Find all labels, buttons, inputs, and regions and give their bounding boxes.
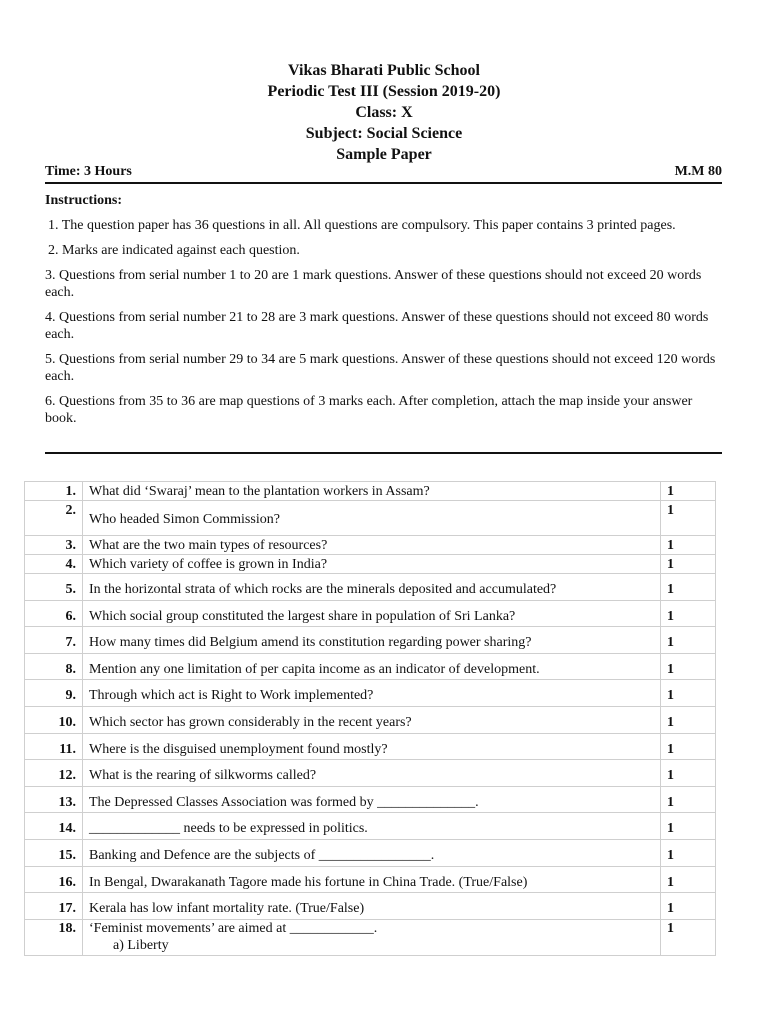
- instructions-list: [45, 217, 725, 435]
- question-marks: 1: [661, 786, 716, 813]
- question-text: Where is the disguised unemployment found mostly?: [83, 733, 661, 760]
- question-marks: 1: [661, 501, 716, 536]
- question-marks: 1: [661, 893, 716, 920]
- instruction-item: 6. Questions from 35 to 36 are map questions of 3 marks each. After completion, attach the map inside your answer book.: [45, 394, 693, 426]
- table-row: [25, 866, 716, 893]
- table-row: [25, 813, 716, 840]
- table-row: [25, 760, 716, 787]
- instruction-item: 1. The question paper has 36 questions in all. All questions are compulsory. This paper contains 3 printed pages.: [48, 218, 676, 233]
- question-text: In the horizontal strata of which rocks are the minerals deposited and accumulated?: [83, 574, 661, 601]
- question-marks: 1: [661, 706, 716, 733]
- question-number: 9.: [25, 680, 83, 707]
- table-row: [25, 574, 716, 601]
- question-number: 11.: [25, 733, 83, 760]
- question-marks: 1: [661, 813, 716, 840]
- table-row: [25, 893, 716, 920]
- question-text-cell: [83, 919, 661, 955]
- divider-top: [45, 182, 722, 184]
- question-text: Banking and Defence are the subjects of ________________.: [83, 839, 661, 866]
- question-marks: 1: [661, 574, 716, 601]
- question-number: 18.: [25, 919, 83, 955]
- question-number: 8.: [25, 653, 83, 680]
- question-marks: 1: [661, 733, 716, 760]
- paper-header: [0, 60, 768, 165]
- question-text: Kerala has low infant mortality rate. (True/False): [83, 893, 661, 920]
- instruction-item: 5. Questions from serial number 29 to 34 are 5 mark questions. Answer of these questions should not exceed 120 words each.: [45, 352, 716, 384]
- question-number: 7.: [25, 627, 83, 654]
- question-text: How many times did Belgium amend its constitution regarding power sharing?: [83, 627, 661, 654]
- question-number: 17.: [25, 893, 83, 920]
- question-text: ‘Feminist movements’ are aimed at ____________.: [89, 920, 378, 936]
- instruction-item: 2. Marks are indicated against each question.: [48, 243, 300, 258]
- question-number: 1.: [25, 482, 83, 501]
- table-row: [25, 627, 716, 654]
- table-row: [25, 482, 716, 501]
- question-marks: 1: [661, 600, 716, 627]
- question-number: 5.: [25, 574, 83, 601]
- question-text: The Depressed Classes Association was formed by ______________.: [83, 786, 661, 813]
- table-row: [25, 733, 716, 760]
- instructions-title: Instructions:: [45, 193, 123, 208]
- table-row: [25, 919, 716, 955]
- question-marks: 1: [661, 627, 716, 654]
- paper-type: Sample Paper: [336, 146, 432, 163]
- question-number: 4.: [25, 555, 83, 574]
- class-label: Class: X: [355, 104, 413, 121]
- question-number: 3.: [25, 536, 83, 555]
- meta-row: [45, 164, 722, 180]
- subject-label: Subject: Social Science: [305, 125, 463, 142]
- table-row: [25, 786, 716, 813]
- question-option: a) Liberty: [113, 937, 169, 953]
- table-row: [25, 839, 716, 866]
- question-text: In Bengal, Dwarakanath Tagore made his fortune in China Trade. (True/False): [83, 866, 661, 893]
- divider-bottom: [45, 452, 722, 454]
- question-marks: 1: [661, 536, 716, 555]
- table-row: [25, 680, 716, 707]
- question-number: 15.: [25, 839, 83, 866]
- table-row: [25, 501, 716, 536]
- table-row: [25, 555, 716, 574]
- test-title: Periodic Test III (Session 2019-20): [267, 83, 501, 100]
- question-text: _____________ needs to be expressed in politics.: [83, 813, 661, 840]
- time-label: Time: 3 Hours: [45, 164, 132, 179]
- question-marks: 1: [661, 866, 716, 893]
- table-row: [25, 600, 716, 627]
- question-marks: 1: [661, 653, 716, 680]
- question-text: What is the rearing of silkworms called?: [83, 760, 661, 787]
- instruction-item: 4. Questions from serial number 21 to 28 are 3 mark questions. Answer of these questions should not exceed 80 words each.: [45, 310, 709, 342]
- question-number: 6.: [25, 600, 83, 627]
- question-number: 14.: [25, 813, 83, 840]
- table-row: [25, 536, 716, 555]
- table-row: [25, 706, 716, 733]
- question-number: 10.: [25, 706, 83, 733]
- question-marks: 1: [661, 555, 716, 574]
- question-text: Through which act is Right to Work implemented?: [83, 680, 661, 707]
- table-row: [25, 653, 716, 680]
- question-marks: 1: [661, 839, 716, 866]
- question-number: 13.: [25, 786, 83, 813]
- questions-table: [24, 481, 716, 956]
- max-marks-label: M.M 80: [674, 164, 722, 179]
- question-marks: 1: [661, 919, 716, 955]
- question-number: 16.: [25, 866, 83, 893]
- question-text: Which variety of coffee is grown in India?: [83, 555, 661, 574]
- question-text: What are the two main types of resources?: [83, 536, 661, 555]
- question-text: What did ‘Swaraj’ mean to the plantation workers in Assam?: [83, 482, 661, 501]
- question-text: Who headed Simon Commission?: [83, 501, 661, 536]
- question-text: Which social group constituted the largest share in population of Sri Lanka?: [83, 600, 661, 627]
- instruction-item: 3. Questions from serial number 1 to 20 are 1 mark questions. Answer of these questions should not exceed 20 words each.: [45, 268, 702, 300]
- school-name: Vikas Bharati Public School: [288, 62, 480, 79]
- question-number: 12.: [25, 760, 83, 787]
- question-marks: 1: [661, 760, 716, 787]
- question-text: Which sector has grown considerably in the recent years?: [83, 706, 661, 733]
- question-marks: 1: [661, 482, 716, 501]
- question-marks: 1: [661, 680, 716, 707]
- question-text: Mention any one limitation of per capita income as an indicator of development.: [83, 653, 661, 680]
- question-number: 2.: [25, 501, 83, 536]
